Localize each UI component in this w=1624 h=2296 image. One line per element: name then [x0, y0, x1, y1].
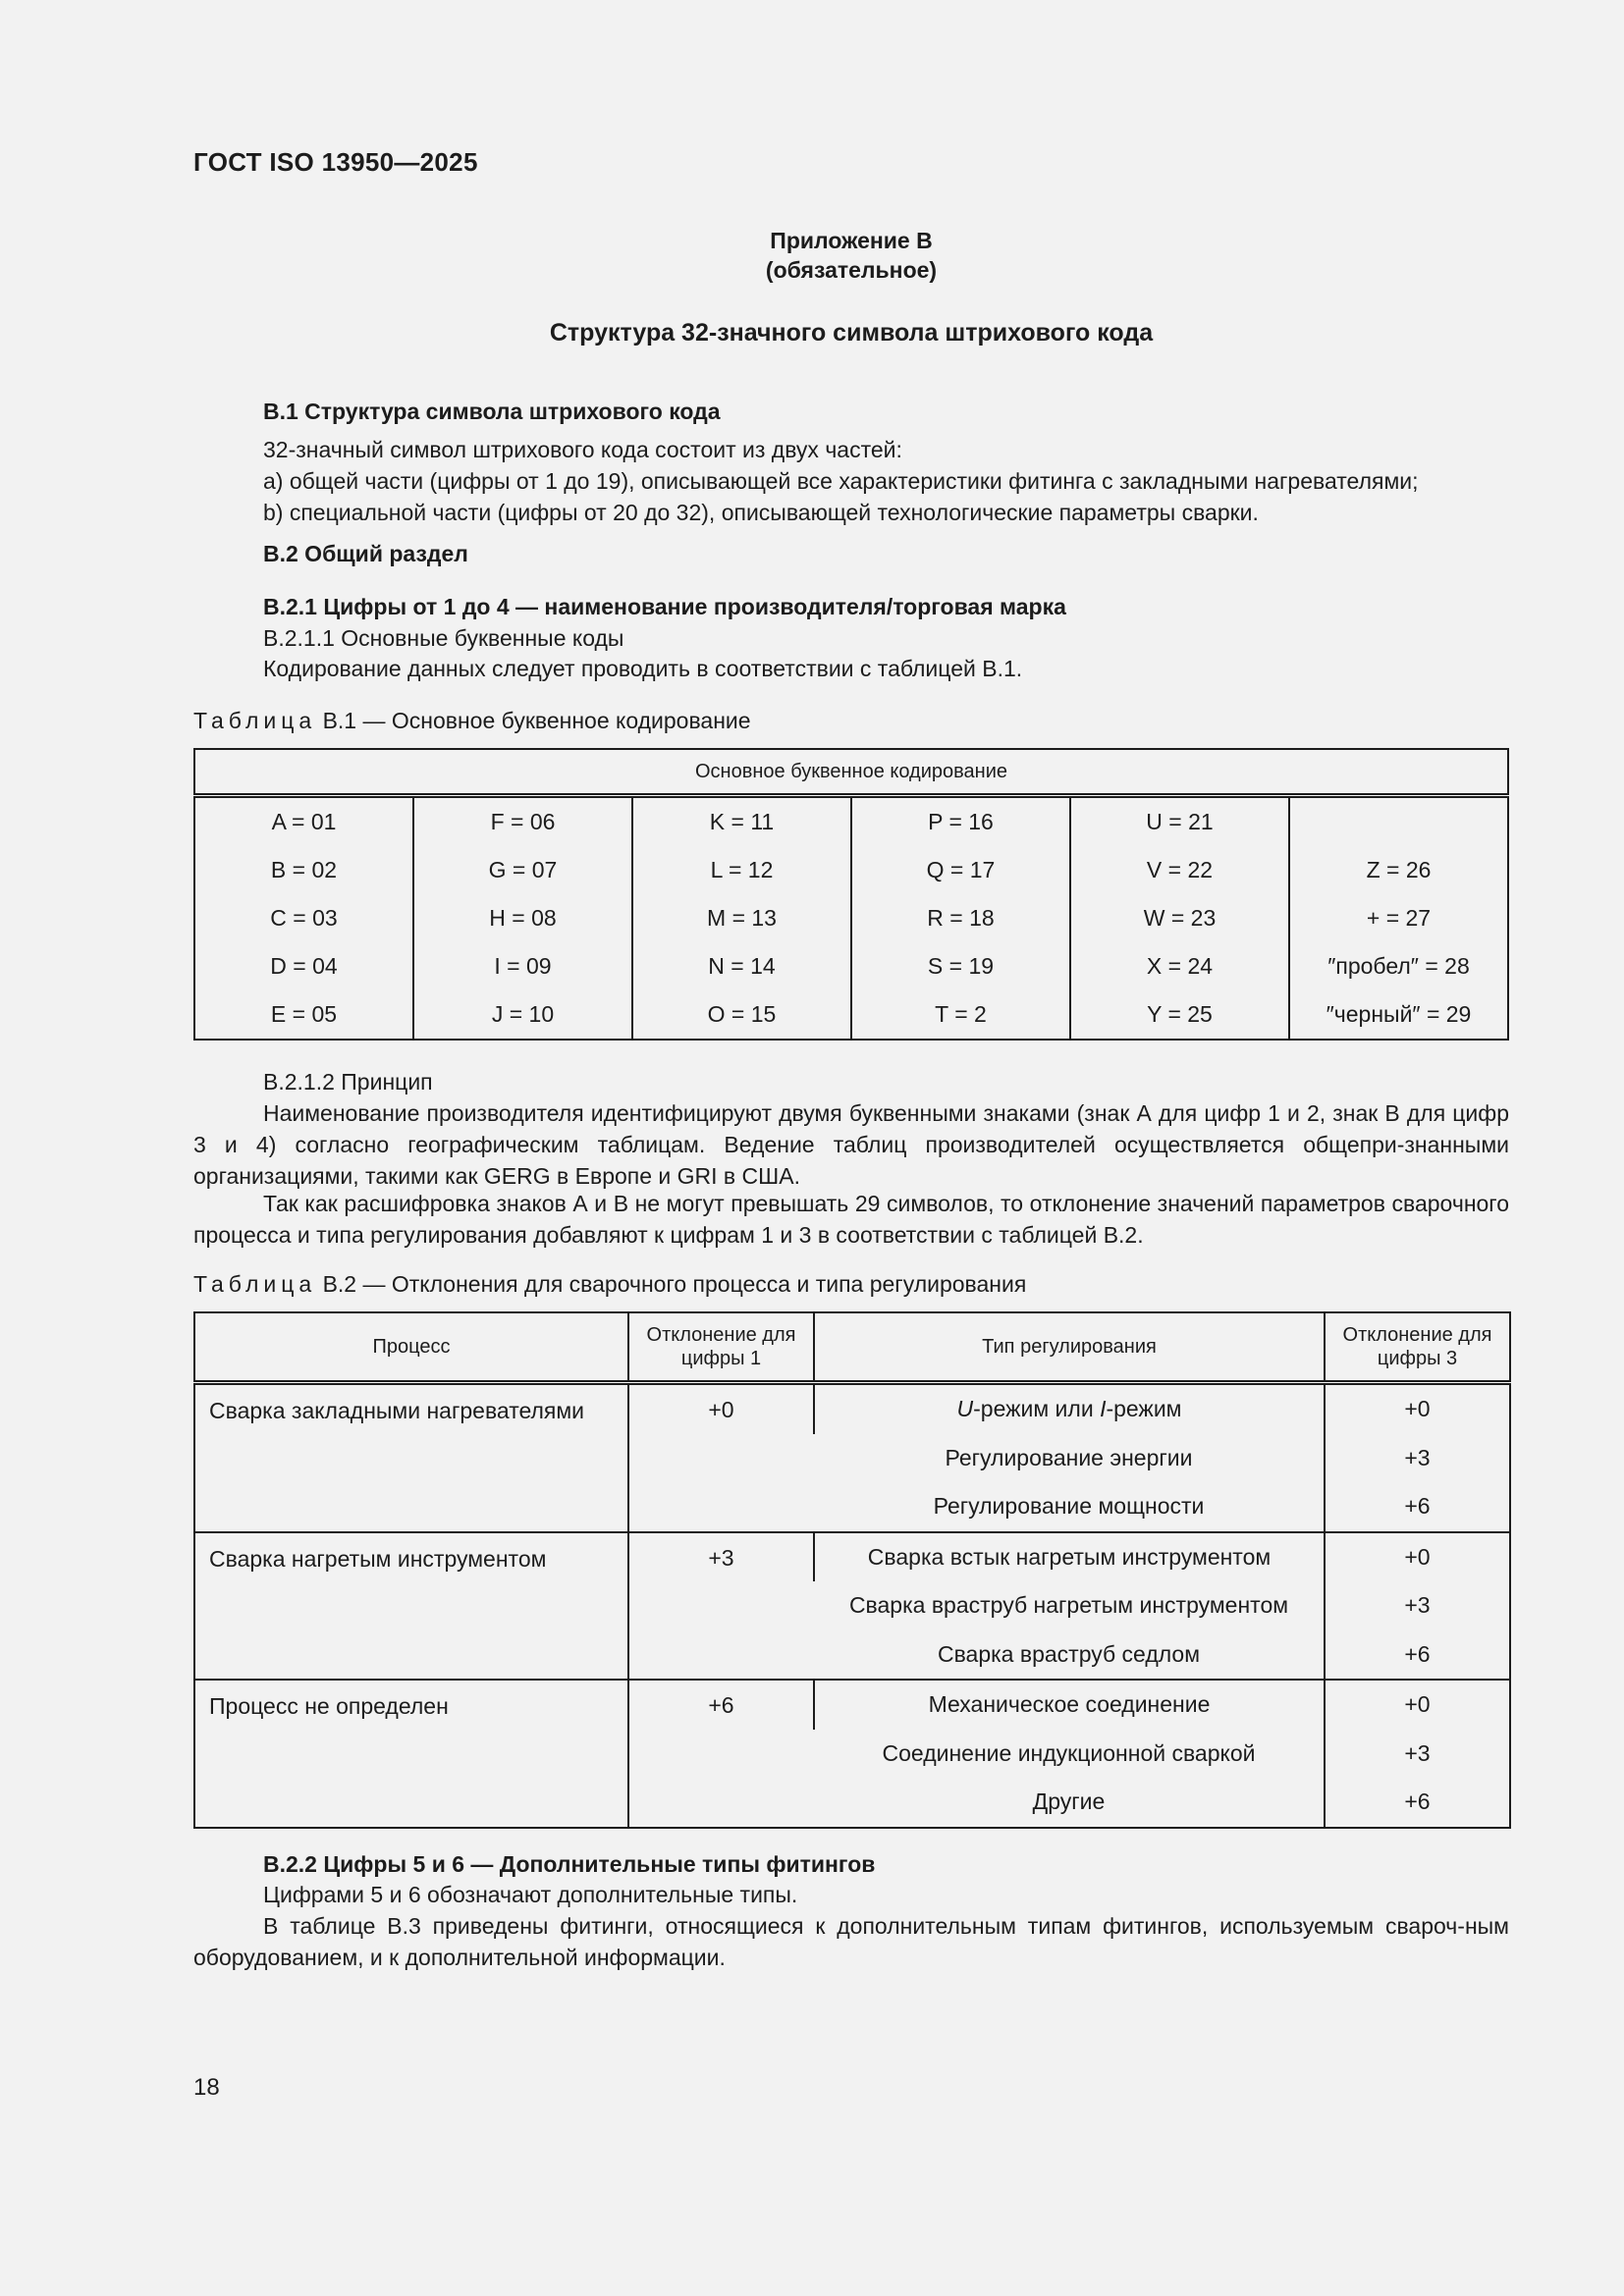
table-cell: N = 14: [632, 942, 851, 990]
table-row: [194, 894, 1508, 942]
regtype-text-part: I: [1100, 1396, 1107, 1422]
page-number: 18: [193, 2074, 220, 2101]
dev3-cell: +6: [1325, 1630, 1510, 1681]
table-cell: M = 13: [632, 894, 851, 942]
table-basic-letter-coding: [193, 748, 1509, 1041]
document-header: ГОСТ ISO 13950—2025: [193, 147, 478, 177]
regtype-cell: Другие: [1032, 1789, 1106, 1815]
table-cell: W = 23: [1070, 894, 1289, 942]
table-cell: Z = 26: [1289, 846, 1508, 894]
section-b212-heading: В.2.1.2 Принцип: [263, 1069, 433, 1095]
table-cell: J = 10: [413, 990, 632, 1040]
table-cell: C = 03: [270, 905, 338, 931]
table-row: [194, 942, 1508, 990]
regtype-cell: [814, 1383, 1325, 1434]
table-body: [194, 796, 1508, 1041]
table-row: [194, 796, 1508, 847]
table-cell: O = 15: [632, 990, 851, 1040]
caption-text: В.1 — Основное буквенное кодирование: [322, 708, 751, 733]
col-header-dev3: Отклонение для цифры 3: [1325, 1312, 1510, 1383]
regtype-cell: Сварка встык нагретым инструментом: [814, 1532, 1325, 1582]
table-cell: K = 11: [632, 796, 851, 847]
section-b22-heading: В.2.2 Цифры 5 и 6 — Дополнительные типы фитингов: [263, 1851, 876, 1877]
table-cell: ″черный″ = 29: [1289, 990, 1508, 1040]
col-header-dev1: Отклонение для цифры 1: [628, 1312, 814, 1383]
table-row: [194, 990, 1508, 1040]
table-cell: [1289, 796, 1508, 847]
regtype-cell: Регулирование энергии: [945, 1444, 1193, 1470]
table-cell: U = 21: [1070, 796, 1289, 847]
table-cell: ″пробел″ = 28: [1289, 942, 1508, 990]
col-header-regtype: Тип регулирования: [814, 1312, 1325, 1383]
table-row: [194, 1680, 1510, 1730]
table-cell: F = 06: [413, 796, 632, 847]
paragraph-line: b) специальной части (цифры от 20 до 32), описывающей технологические параметры сварки.: [263, 500, 1259, 525]
regtype-cell: Механическое соединение: [814, 1680, 1325, 1730]
section-b21-heading: В.2.1 Цифры от 1 до 4 — наименование производителя/торговая марка: [263, 594, 1066, 619]
dev3-cell: +3: [1325, 1434, 1510, 1483]
caption-text: В.2 — Отклонения для сварочного процесса и типа регулирования: [322, 1271, 1027, 1297]
section-b22-p2: В таблице В.3 приведены фитинги, относящиеся к дополнительным типам фитингов, используемым свароч-ным оборудованием, и к дополнительной информации.: [193, 1913, 1509, 1970]
table-cell: D = 04: [270, 953, 338, 979]
table2-caption: [193, 1271, 1026, 1298]
regtype-cell: Сварка враструб нагретым инструментом: [848, 1592, 1289, 1619]
table-cell: A = 01: [271, 809, 337, 834]
process-cell: Сварка закладными нагревателями: [209, 1398, 585, 1423]
paragraph-line: а) общей части (цифры от 1 до 19), описывающей все характеристики фитинга с закладными нагревателями;: [263, 468, 1419, 494]
table-header-row: [194, 1312, 1510, 1383]
section-b1-heading: В.1 Структура символа штрихового кода: [263, 399, 721, 424]
table-cell: Y = 25: [1070, 990, 1289, 1040]
regtype-cell: Сварка враструб седлом: [937, 1640, 1201, 1667]
section-b211-heading: В.2.1.1 Основные буквенные коды: [263, 625, 624, 651]
table-deviations: [193, 1311, 1511, 1829]
table-cell: I = 09: [413, 942, 632, 990]
table-row: [194, 846, 1508, 894]
dev1-cell: +0: [628, 1383, 814, 1532]
dev3-cell: +3: [1325, 1730, 1510, 1779]
caption-label: Таблица: [193, 1271, 317, 1297]
section-b212-p1: Наименование производителя идентифицируют двумя буквенными знаками (знак А для цифр 1 и 2, знак В для цифр 3 и 4) согласно географическим таблицам. Ведение таблиц производителей осуществляется общепри-знанными организациями, такими как GERG в Европе и GRI в США.: [193, 1100, 1509, 1189]
paragraph-line: 32-значный символ штрихового кода состоит из двух частей:: [263, 437, 902, 462]
table-cell: E = 05: [270, 1001, 338, 1027]
table-cell: X = 24: [1070, 942, 1289, 990]
section-b22-p1: Цифрами 5 и 6 обозначают дополнительные типы.: [263, 1882, 798, 1907]
table-cell: H = 08: [413, 894, 632, 942]
table-cell: V = 22: [1070, 846, 1289, 894]
annex-title: Приложение В: [770, 228, 933, 253]
table-row: [194, 1383, 1510, 1434]
dev1-cell: +3: [628, 1532, 814, 1681]
table-cell: Q = 17: [851, 846, 1070, 894]
dev3-cell: +6: [1325, 1482, 1510, 1532]
regtype-text-part: -режим: [1106, 1396, 1182, 1422]
annex-status: (обязательное): [765, 257, 938, 283]
table-cell: L = 12: [632, 846, 851, 894]
process-cell: Сварка нагретым инструментом: [194, 1532, 628, 1681]
regtype-text-part: U: [956, 1396, 974, 1422]
section-b1-text: [193, 434, 1579, 528]
table-cell: S = 19: [851, 942, 1070, 990]
section-b211-text: Кодирование данных следует проводить в соответствии с таблицей В.1.: [263, 656, 1023, 681]
table-cell: P = 16: [851, 796, 1070, 847]
table-row: [194, 1532, 1510, 1582]
table-cell: R = 18: [851, 894, 1070, 942]
table1-caption: [193, 708, 751, 734]
regtype-cell: Регулирование мощности: [933, 1493, 1205, 1520]
regtype-cell: Соединение индукционной сваркой: [882, 1739, 1256, 1766]
table-header: Основное буквенное кодирование: [194, 749, 1508, 796]
annex-heading: Структура 32-значного символа штрихового кода: [549, 319, 1154, 347]
table-cell: B = 02: [270, 857, 338, 882]
dev3-cell: +0: [1325, 1383, 1510, 1434]
col-header-process: Процесс: [194, 1312, 628, 1383]
dev3-cell: +3: [1325, 1581, 1510, 1630]
dev3-cell: +6: [1325, 1778, 1510, 1828]
regtype-text-part: -режим или: [973, 1396, 1101, 1422]
section-b212-p2: Так как расшифровка знаков А и В не могут превышать 29 символов, то отклонение значений параметров сварочного процесса и типа регулирования добавляют к цифрам 1 и 3 в соответствии с таблицей В.2.: [193, 1191, 1509, 1248]
dev1-cell: +6: [628, 1680, 814, 1828]
table-cell: G = 07: [413, 846, 632, 894]
caption-label: Таблица: [193, 708, 317, 733]
section-b2-heading: В.2 Общий раздел: [263, 541, 468, 566]
dev3-cell: +0: [1325, 1532, 1510, 1582]
table-body: [194, 1383, 1510, 1828]
dev3-cell: +0: [1325, 1680, 1510, 1730]
table-header-row: [194, 749, 1508, 796]
table-cell: T = 2: [851, 990, 1070, 1040]
process-cell: Процесс не определен: [194, 1680, 628, 1828]
table-cell: + = 27: [1289, 894, 1508, 942]
